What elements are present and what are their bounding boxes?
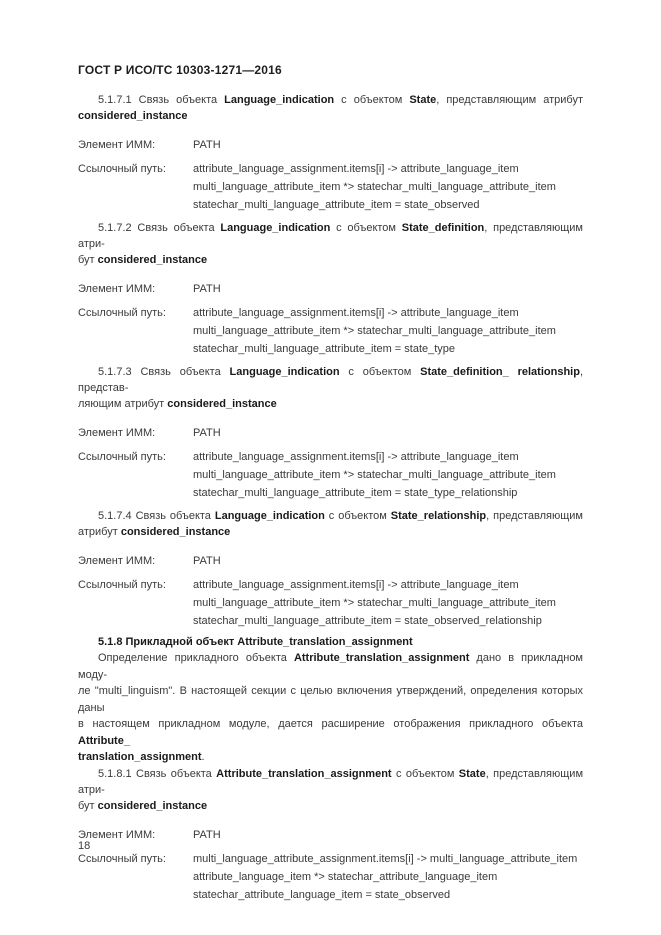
text-run: 5.1.7.4 Связь объекта bbox=[98, 510, 215, 522]
clause-heading-line bbox=[78, 92, 583, 108]
reference-path-line: attribute_language_assignment.items[i] -> attribute_language_item bbox=[193, 579, 519, 591]
reference-path-line: multi_language_attribute_item *> statechar_multi_language_attribute_item bbox=[193, 597, 556, 609]
text-run: с объектом bbox=[324, 510, 391, 522]
object-name: State_definition bbox=[401, 222, 485, 234]
reference-path-line: statechar_multi_language_attribute_item = state_type_relationship bbox=[193, 487, 518, 499]
imm-element-value: PATH bbox=[193, 828, 221, 841]
reference-path-line: attribute_language_assignment.items[i] -> attribute_language_item bbox=[193, 163, 519, 175]
mapping-clause bbox=[78, 220, 583, 358]
reference-path-label: Ссылочный путь: bbox=[78, 451, 166, 463]
text-run: ляющим атрибут bbox=[78, 398, 168, 410]
reference-path-line: multi_language_attribute_item *> statechar_multi_language_attribute_item bbox=[193, 325, 556, 337]
mapping-clause bbox=[78, 508, 583, 630]
mapping-clause bbox=[78, 766, 583, 904]
text-run: бут bbox=[78, 254, 98, 266]
object-name: considered_instance bbox=[120, 526, 231, 538]
imm-element-value: PATH bbox=[193, 139, 221, 151]
object-name: Attribute_translation_assignment bbox=[293, 652, 470, 664]
text-run: с объектом bbox=[334, 94, 410, 106]
object-name: considered_instance bbox=[97, 799, 208, 812]
clause-heading-line bbox=[78, 766, 583, 798]
clause-heading-line bbox=[78, 396, 583, 412]
clause-heading-line bbox=[78, 252, 583, 268]
text-run: с объектом bbox=[330, 222, 402, 234]
clause-heading-line bbox=[78, 108, 583, 124]
text-run: в настоящем прикладном модуле, дается расширение отображения прикладного объекта bbox=[78, 718, 583, 730]
object-name: considered_instance bbox=[167, 398, 277, 410]
text-run: дано в прикладном моду- bbox=[78, 652, 583, 681]
clause-heading-line bbox=[78, 220, 583, 252]
text-run: , представляющим атри- bbox=[78, 767, 584, 796]
reference-path-line: statechar_multi_language_attribute_item = state_observed_relationship bbox=[193, 615, 542, 627]
imm-element-value: PATH bbox=[193, 555, 221, 567]
object-name: State_definition_ relationship bbox=[420, 366, 580, 378]
imm-element-label: Элемент ИММ: bbox=[78, 828, 156, 841]
reference-path-row bbox=[78, 160, 583, 214]
paragraph-line bbox=[78, 716, 583, 749]
reference-path-value bbox=[193, 576, 583, 630]
text-clause bbox=[78, 634, 583, 766]
page-number: 18 bbox=[78, 840, 91, 852]
reference-path-line: multi_language_attribute_item *> statechar_multi_language_attribute_item bbox=[193, 181, 556, 193]
imm-element-row bbox=[78, 136, 583, 154]
object-name: Attribute_translation_assignment bbox=[216, 767, 392, 780]
imm-element-row bbox=[78, 280, 583, 298]
text-run: . bbox=[201, 751, 205, 763]
text-run: 5.1.7.2 Связь объекта bbox=[98, 222, 221, 234]
imm-element-row bbox=[78, 826, 583, 844]
reference-path-row bbox=[78, 304, 583, 358]
subclause-title bbox=[78, 634, 583, 650]
text-run: 5.1.7.3 Связь объекта bbox=[98, 366, 230, 378]
text-run: 5.1.8.1 Связь объекта bbox=[98, 767, 217, 780]
object-name: State bbox=[409, 94, 437, 106]
imm-element-value: PATH bbox=[193, 283, 221, 295]
mapping-clause bbox=[78, 364, 583, 502]
clause-heading-line bbox=[78, 798, 583, 814]
text-run: атрибут bbox=[78, 526, 121, 538]
imm-element-value: PATH bbox=[193, 427, 221, 439]
text-run: Определение прикладного объекта bbox=[98, 652, 294, 664]
object-name: translation_assignment bbox=[78, 751, 202, 763]
text-run: , представ- bbox=[78, 366, 583, 394]
reference-path-line: attribute_language_assignment.items[i] -> attribute_language_item bbox=[193, 307, 519, 319]
text-run: , представляющим bbox=[486, 510, 583, 522]
imm-element-label: Элемент ИММ: bbox=[78, 427, 156, 439]
imm-element-label: Элемент ИММ: bbox=[78, 283, 156, 295]
text-run: , представляющим атрибут bbox=[436, 94, 583, 106]
reference-path-line: statechar_multi_language_attribute_item = state_type bbox=[193, 343, 456, 355]
object-name: State bbox=[458, 767, 486, 780]
reference-path-line: multi_language_attribute_assignment.items[i] -> multi_language_attribute_item bbox=[193, 852, 578, 865]
clause-heading-line bbox=[78, 524, 583, 540]
reference-path-row bbox=[78, 850, 583, 904]
clause-heading-line bbox=[78, 364, 583, 396]
object-name: Language_indication bbox=[224, 94, 335, 106]
text-run: бут bbox=[78, 799, 98, 812]
reference-path-line: attribute_language_assignment.items[i] -> attribute_language_item bbox=[193, 451, 519, 463]
text-run: ле "multi_linguism". В настоящей секции с целью включения утверждений, определения которых даны bbox=[78, 685, 583, 714]
reference-path-label: Ссылочный путь: bbox=[78, 579, 166, 591]
reference-path-line: statechar_multi_language_attribute_item = state_observed bbox=[193, 199, 480, 211]
imm-element-row bbox=[78, 552, 583, 570]
paragraph-line bbox=[78, 650, 583, 683]
reference-path-value bbox=[193, 304, 583, 358]
text-run: с объектом bbox=[391, 767, 459, 780]
object-name: 5.1.8 Прикладной объект Attribute_translation_assignment bbox=[98, 636, 413, 648]
text-run: 5.1.7.1 Связь объекта bbox=[98, 94, 225, 106]
reference-path-row bbox=[78, 576, 583, 630]
reference-path-line: attribute_language_item *> statechar_attribute_language_item bbox=[193, 870, 498, 883]
paragraph-line bbox=[78, 749, 583, 766]
document-page bbox=[78, 63, 583, 904]
reference-path-label: Ссылочный путь: bbox=[78, 163, 166, 175]
object-name: considered_instance bbox=[97, 254, 208, 266]
object-name: Language_indication bbox=[220, 222, 331, 234]
object-name: Attribute_ bbox=[78, 734, 130, 747]
reference-path-value bbox=[193, 160, 583, 214]
object-name: Language_indication bbox=[214, 510, 325, 522]
text-run: , представляющим атри- bbox=[78, 222, 583, 250]
mapping-clause bbox=[78, 92, 583, 214]
paragraph-line bbox=[78, 683, 583, 716]
reference-path-value bbox=[193, 448, 583, 502]
object-name: State_relationship bbox=[390, 510, 487, 522]
imm-element-row bbox=[78, 424, 583, 442]
reference-path-label: Ссылочный путь: bbox=[78, 852, 166, 865]
object-name: Language_indication bbox=[229, 366, 340, 378]
imm-element-label: Элемент ИММ: bbox=[78, 555, 156, 567]
reference-path-line: statechar_attribute_language_item = state_observed bbox=[193, 888, 451, 901]
reference-path-line: multi_language_attribute_item *> statechar_multi_language_attribute_item bbox=[193, 469, 556, 481]
document-header: ГОСТ Р ИСО/ТС 10303-1271—2016 bbox=[78, 63, 282, 77]
reference-path-value bbox=[193, 850, 583, 904]
clause-heading-line bbox=[78, 508, 583, 524]
object-name: considered_instance bbox=[78, 110, 188, 122]
reference-path-row bbox=[78, 448, 583, 502]
imm-element-label: Элемент ИММ: bbox=[78, 139, 156, 151]
clauses-container bbox=[78, 92, 583, 904]
text-run: с объектом bbox=[339, 366, 421, 378]
reference-path-label: Ссылочный путь: bbox=[78, 307, 166, 319]
